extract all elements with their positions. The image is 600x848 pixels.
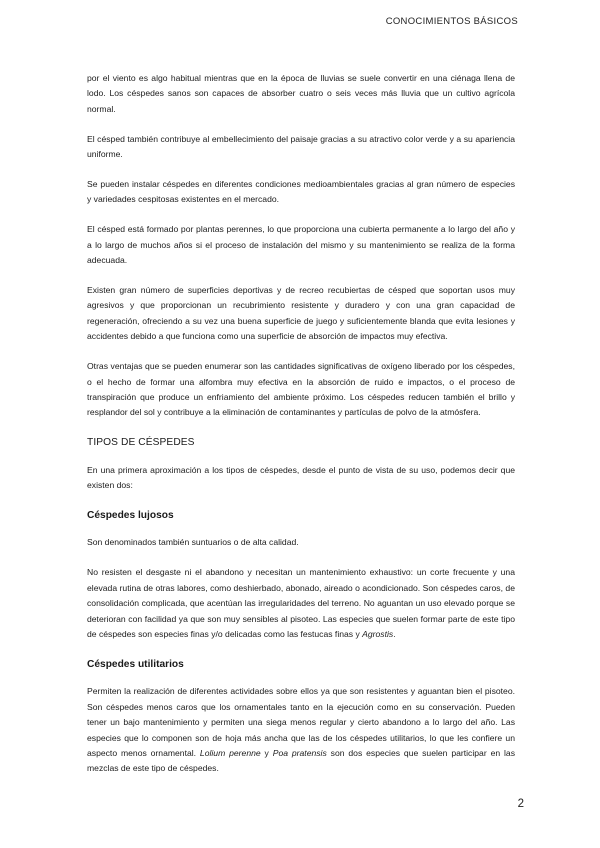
paragraph: por el viento es algo habitual mientras que en la época de lluvias se suele convertir en una ciénaga llena de lodo. Los céspedes sanos son capaces de absorber cuatro o seis veces más lluvia que un cultivo agrícola normal. <box>87 73 515 114</box>
section-intro: En una primera aproximación a los tipos de céspedes, desde el punto de vista de su uso, podemos decir que existen dos: <box>87 464 515 491</box>
paragraph: Se pueden instalar céspedes en diferentes condiciones medioambientales gracias al gran número de especies y variedades cespitosas existentes en el mercado. <box>87 179 515 205</box>
subheading-lujosos: Céspedes lujosos <box>87 510 174 522</box>
page-number: 2 <box>517 798 524 810</box>
connector-text: y <box>260 747 273 758</box>
paragraph-end: . <box>393 628 396 639</box>
paragraph: El césped está formado por plantas perennes, lo que proporciona una cubierta permanente a lo largo del año y a lo largo de muchos años si el proceso de instalación del mismo y su mantenimiento se realiza de la forma adecuada. <box>87 224 515 266</box>
paragraph: Otras ventajas que se pueden enumerar son las cantidades significativas de oxígeno liberado por los céspedes, o el hecho de formar una alfombra muy efectiva en la absorción de ruido e impactos, o el proceso de transpiración que produce un enfriamiento del ambiente próximo. Los céspedes reducen también el brillo y resplandor del sol y contribuye a la eliminación de contaminantes y partículas de polvo de la atmósfera. <box>87 361 515 418</box>
species-name: Lolium perenne <box>199 747 261 758</box>
paragraph: Existen gran número de superficies deportivas y de recreo recubiertas de césped que soportan usos muy agresivos y que proporcionan un recubrimiento resistente y duradero y con una gran capacidad de regeneración, ofreciendo a su vez una buena superficie de juego y suficientemente blanda que evita lesiones y accidentes debido a que funciona como una superficie de absorción de impactos muy efectiva. <box>87 285 515 342</box>
paragraph: El césped también contribuye al embellecimiento del paisaje gracias a su atractivo color verde y a su apariencia uniforme. <box>87 133 515 160</box>
species-name: Agrostis <box>362 628 394 639</box>
paragraph: Son denominados también suntuarios o de alta calidad. <box>87 537 299 548</box>
paragraph-end: son dos especies que suelen participar en las mezclas de este tipo de céspedes. <box>87 747 515 774</box>
page-body <box>87 71 515 791</box>
paragraph-text: No resisten el desgaste ni el abandono y necesitan un mantenimiento exhaustivo: un corte frecuente y una elevada rutina de otras labores, como deshierbado, abonado, aireado o acondicionado. Son céspedes caros, de consolidación complicada, que acentúan las irregularidades del terreno. No aguantan un uso elevado porque se deterioran con facilidad ya que son muy sensibles al pisoteo. Las especies que suelen formar parte de este tipo de céspedes son especies finas y/o delicadas como las festucas finas y <box>87 567 515 639</box>
paragraph <box>87 684 515 776</box>
species-name: Poa pratensis <box>272 747 327 758</box>
paragraph-text: Permiten la realización de diferentes actividades sobre ellos ya que son resistentes y aguantan bien el pisoteo. Son céspedes menos caros que los ornamentales tanto en la ejecución como en su conservación. Pueden tener un bajo mantenimiento y permiten una siega menos regular y cierto abandono a lo largo del año. Las especies que lo componen son de hoja más ancha que las de los céspedes utilitarios, lo que les confiere un aspecto menos ornamental. <box>87 686 515 758</box>
subheading-utilitarios: Céspedes utilitarios <box>87 658 184 670</box>
paragraph <box>87 565 515 642</box>
running-header: CONOCIMIENTOS BÁSICOS <box>385 16 518 27</box>
section-heading: TIPOS DE CÉSPEDES <box>87 437 195 449</box>
